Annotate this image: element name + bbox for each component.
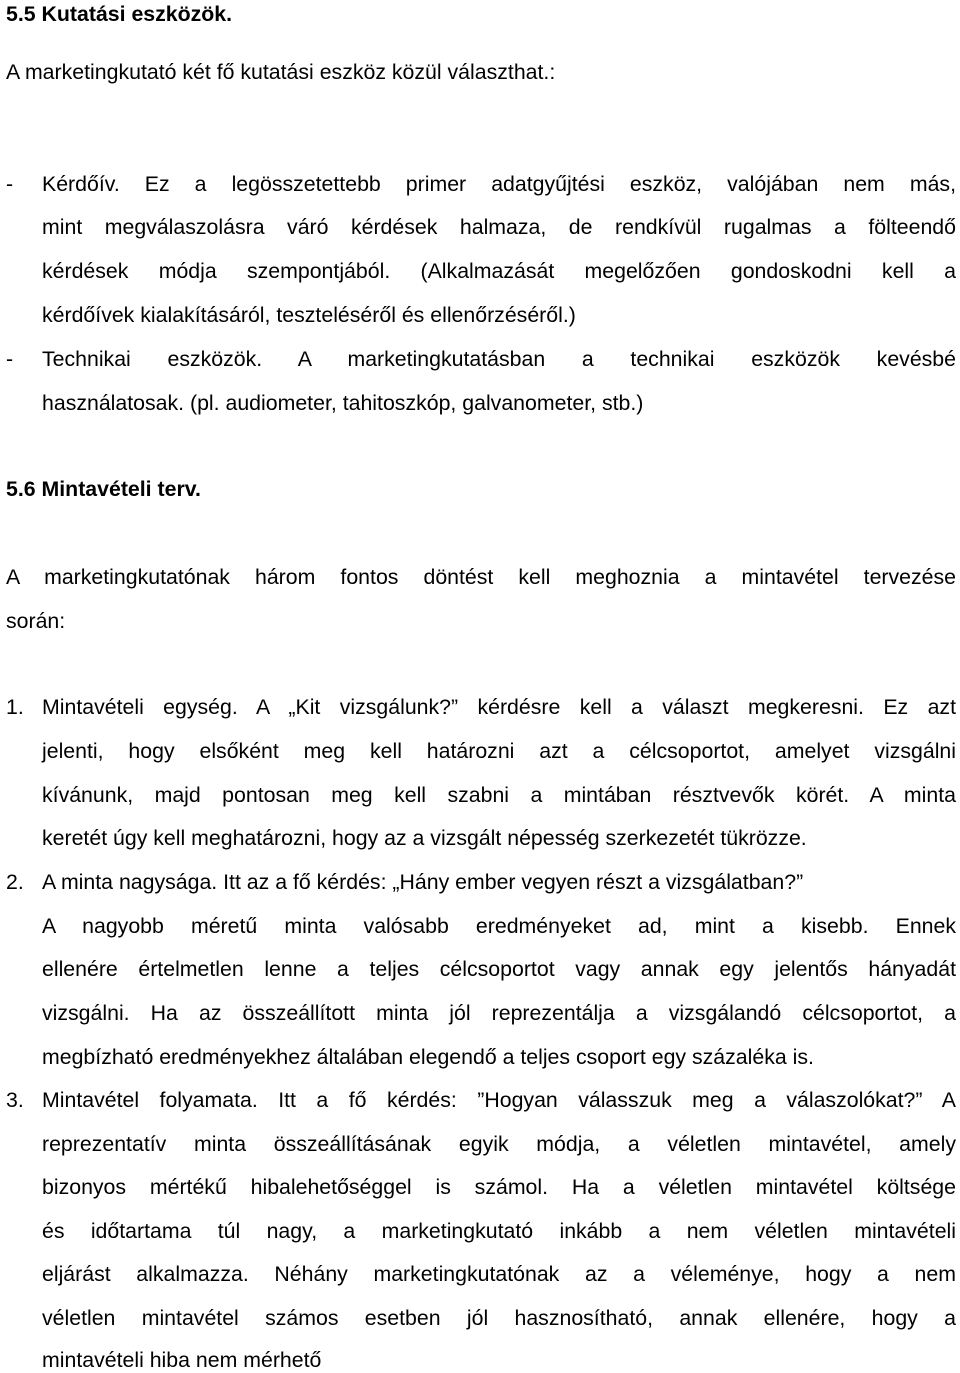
paragraph-line: bizonyos mértékű hibalehetőséggel is számol. Ha a véletlen mintavétel költsége [42, 1175, 956, 1199]
section-heading-5-5: 5.5 Kutatási eszközök. [6, 2, 233, 26]
paragraph-line: reprezentatív minta összeállításának egyik módja, a véletlen mintavétel, amely [42, 1132, 956, 1156]
paragraph-line: jelenti, hogy elsőként meg kell határozni azt a célcsoportot, amelyet vizsgálni [42, 739, 956, 763]
paragraph-line: kérdések módja szempontjából. (Alkalmazását megelőzően gondoskodni kell a [42, 259, 956, 283]
paragraph-line: megbízható eredményekhez általában elegendő a teljes csoport egy százaléka is. [42, 1045, 814, 1069]
section-heading-5-6: 5.6 Mintavételi terv. [6, 477, 201, 501]
paragraph-line: kívánunk, majd pontosan meg kell szabni a mintában résztvevők körét. A minta [42, 783, 956, 807]
paragraph-line: kérdőívek kialakításáról, teszteléséről és ellenőrzéséről.) [42, 303, 576, 327]
paragraph-line: Mintavétel folyamata. Itt a fő kérdés: ”Hogyan válasszuk meg a válaszolókat?” A [42, 1088, 956, 1112]
list-number: 2. [6, 870, 24, 894]
paragraph-line: mintavételi hiba nem mérhető [42, 1348, 322, 1372]
paragraph-line: véletlen mintavétel számos esetben jól hasznosítható, annak ellenére, hogy a [42, 1306, 956, 1330]
section-intro-5-6-line-2: során: [6, 609, 66, 633]
paragraph-line: ellenére értelmetlen lenne a teljes célcsoportot vagy annak egy jelentős hányadát [42, 957, 956, 981]
section-intro-5-5: A marketingkutató két fő kutatási eszköz közül választhat.: [6, 60, 556, 84]
paragraph-line: keretét úgy kell meghatározni, hogy az a vizsgált népesség szerkezetét tükrözze. [42, 826, 807, 850]
paragraph-line: Technikai eszközök. A marketingkutatásban a technikai eszközök kevésbé [42, 347, 956, 371]
list-number: 1. [6, 695, 24, 719]
paragraph-line: Mintavételi egység. A „Kit vizsgálunk?” kérdésre kell a választ megkeresni. Ez azt [42, 695, 956, 719]
list-bullet: - [6, 347, 14, 371]
section-intro-5-6-line-1: A marketingkutatónak három fontos döntést kell meghoznia a mintavétel tervezése [6, 565, 956, 589]
paragraph-line: és időtartama túl nagy, a marketingkutató inkább a nem véletlen mintavételi [42, 1219, 956, 1243]
paragraph-line: vizsgálni. Ha az összeállított minta jól reprezentálja a vizsgálandó célcsoportot, a [42, 1001, 956, 1025]
paragraph-line: használatosak. (pl. audiometer, tahitoszkóp, galvanometer, stb.) [42, 391, 644, 415]
paragraph-line: eljárást alkalmazza. Néhány marketingkutatónak az a véleménye, hogy a nem [42, 1262, 956, 1286]
paragraph-line: mint megválaszolásra váró kérdések halmaza, de rendkívül rugalmas a fölteendő [42, 215, 956, 239]
paragraph-line: A nagyobb méretű minta valósabb eredményeket ad, mint a kisebb. Ennek [42, 914, 956, 938]
list-number: 3. [6, 1088, 24, 1112]
paragraph-line: A minta nagysága. Itt az a fő kérdés: „Hány ember vegyen részt a vizsgálatban?” [42, 870, 804, 894]
list-bullet: - [6, 172, 14, 196]
paragraph-line: Kérdőív. Ez a legösszetettebb primer adatgyűjtési eszköz, valójában nem más, [42, 172, 956, 196]
